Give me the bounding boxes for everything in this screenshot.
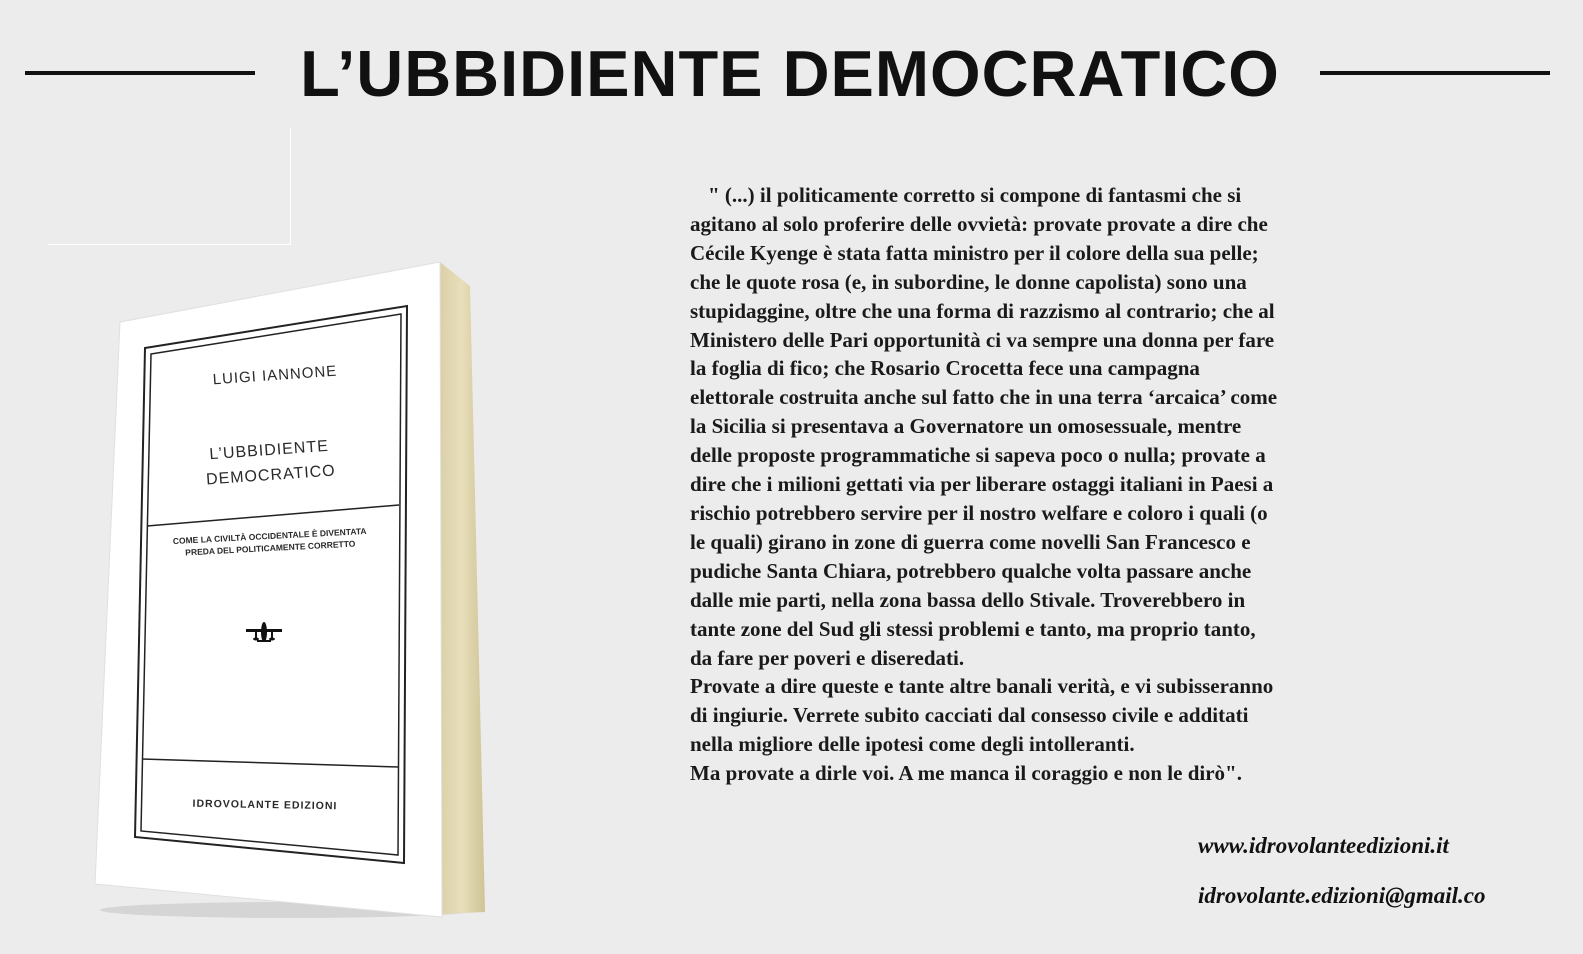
quote-line: rischio potrebbero servire per il nostro welfare e coloro i quali (o xyxy=(690,500,1268,525)
quote-line: Provate a dire queste e tante altre banali verità, e vi subisseranno xyxy=(690,674,1274,699)
quote-line: nella migliore delle ipotesi come degli intolleranti. xyxy=(690,732,1135,757)
quote-line: da fare per poveri e diseredati. xyxy=(690,645,965,670)
quote-line: dalle mie parti, nella zona bassa dello Stivale. Troverebbero in xyxy=(690,587,1246,612)
email-link[interactable]: idrovolante.edizioni@gmail.co xyxy=(1198,883,1486,908)
quote-line: delle proposte programmatiche si sapeva poco o nulla; provate a xyxy=(690,443,1266,468)
blank-frame xyxy=(48,128,291,245)
quote-text xyxy=(690,181,1390,788)
book-subtitle: COME LA CIVILTÀ OCCIDENTALE È DIVENTATA PREDA DEL POLITICAMENTE CORRETTO xyxy=(172,525,367,558)
quote-line: le quali) girano in zone di guerra come novelli San Francesco e xyxy=(690,529,1251,554)
title-rule-right xyxy=(1320,71,1550,75)
quote-line: stupidaggine, oltre che una forma di razzismo al contrario; che al xyxy=(690,298,1275,323)
quote-line: la foglia di fico; che Rosario Crocetta fece una campagna xyxy=(690,356,1200,381)
book-shape xyxy=(90,262,490,922)
title-rule-left xyxy=(25,71,255,75)
quote-line: la Sicilia si presentava a Governatore un omosessuale, mentre xyxy=(690,414,1242,439)
quote-line: dire che i milioni gettati via per liberare ostaggi italiani in Paesi a xyxy=(690,472,1274,497)
quote-line: Cécile Kyenge è stata fatta ministro per il colore della sua pelle; xyxy=(690,240,1259,265)
quote-line: Ministero delle Pari opportunità ci va sempre una donna per fare xyxy=(690,327,1275,352)
quote-line: pudiche Santa Chiara, potrebbero qualche volta passare anche xyxy=(690,558,1252,583)
quote-line: Ma provate a dirle voi. A me manca il coraggio e non le dirò". xyxy=(690,761,1242,786)
quote-line: elettorale costruita anche sul fatto che in una terra ‘arcaica’ come xyxy=(690,385,1278,410)
page-title: L’UBBIDIENTE DEMOCRATICO xyxy=(300,37,1280,110)
quote-line: che le quote rosa (e, in subordine, le donne capolista) sono una xyxy=(690,269,1247,294)
quote-line: agitano al solo proferire delle ovvietà: provate provate a dire che xyxy=(690,211,1268,236)
quote-line: di ingiurie. Verrete subito cacciati dal consesso civile e additati xyxy=(690,703,1249,728)
book-author: LUIGI IANNONE xyxy=(212,362,338,389)
quote-line: " (...) il politicamente corretto si compone di fantasmi che si xyxy=(708,183,1242,207)
quote-line: tante zone del Sud gli stessi problemi e tanto, ma proprio tanto, xyxy=(690,616,1256,641)
book-cover xyxy=(90,262,490,922)
website-link[interactable]: www.idrovolanteedizioni.it xyxy=(1198,833,1449,858)
book-publisher: IDROVOLANTE EDIZIONI xyxy=(192,797,338,813)
book-title: L’UBBIDIENTE DEMOCRATICO xyxy=(205,437,337,489)
